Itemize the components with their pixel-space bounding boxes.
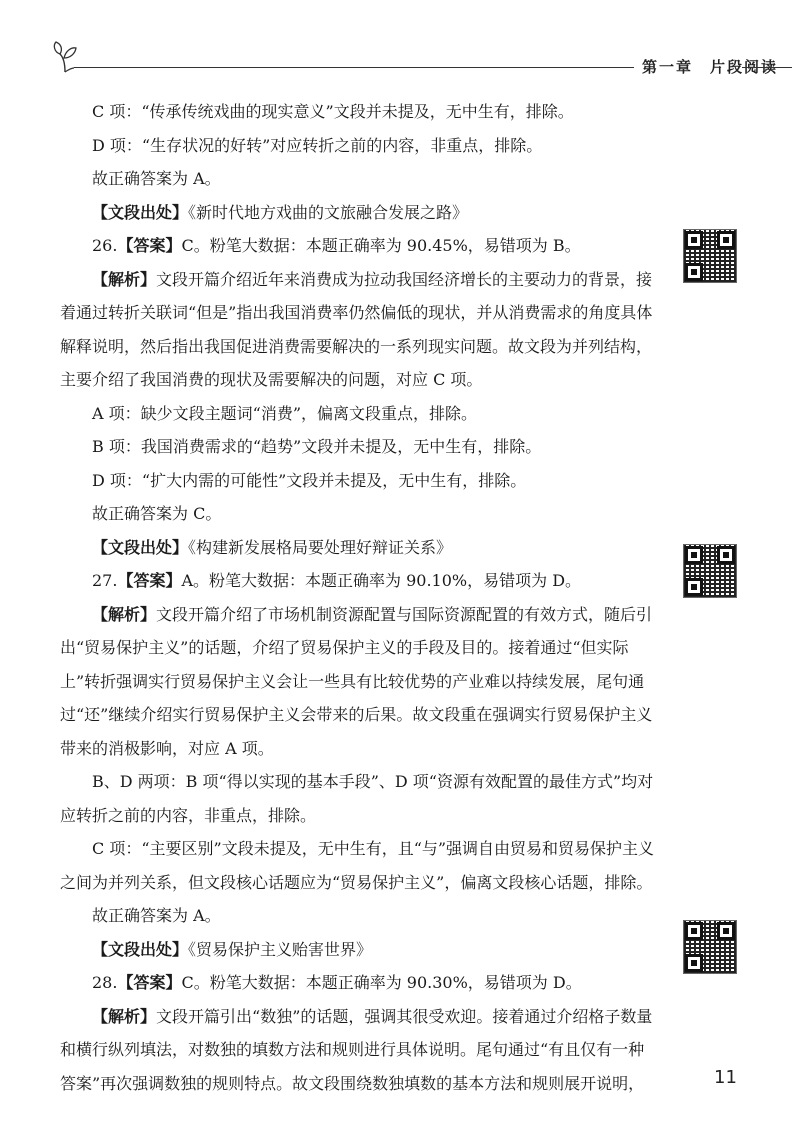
answer-line-26 bbox=[60, 229, 660, 263]
paragraph: A 项：缺少文段主题词“消费”，偏离文段重点，排除。 bbox=[92, 403, 478, 423]
paragraph: C 项：“主要区别”文段未提及，无中生有，且“与”强调自由贸易和贸易保护主义之间为并列关系，但文段核心话题应为“贸易保护主义”，偏离文段核心话题，排除。 bbox=[60, 839, 655, 892]
answer-label: 【答案】 bbox=[117, 236, 182, 255]
analysis-text: 文段开篇介绍了市场机制资源配置与国际资源配置的有效方式，随后引出“贸易保护主义”的话题，介绍了贸易保护主义的手段及目的。接着通过“但实际上”转折强调实行贸易保护主义会让一些具有比较优势的产业难以持续发展，尾句通过“还”继续介绍实行贸易保护主义会带来的后果。故文段重在强调实行贸易保护主义带来的消极影响，对应 A 项。 bbox=[60, 604, 653, 758]
source-title: 《构建新发展格局要处理好辩证关系》 bbox=[188, 537, 453, 557]
paragraph: B、D 两项：B 项“得以实现的基本手段”、D 项“资源有效配置的最佳方式”均对应转折之前的内容，非重点，排除。 bbox=[60, 772, 654, 825]
qr-code-icon[interactable] bbox=[683, 544, 737, 598]
answer-line-27 bbox=[60, 564, 660, 598]
source-label: 【文段出处】 bbox=[92, 939, 189, 959]
leaf-icon bbox=[52, 40, 78, 74]
source-title: 《贸易保护主义贻害世界》 bbox=[188, 939, 373, 959]
paragraph: 故正确答案为 C。 bbox=[92, 504, 222, 523]
answer-label: 【答案】 bbox=[117, 973, 182, 992]
page-number: 11 bbox=[714, 1067, 737, 1088]
analysis-paragraph bbox=[60, 598, 660, 766]
qr-code-icon[interactable] bbox=[683, 920, 737, 974]
paragraph: 故正确答案为 A。 bbox=[92, 169, 221, 188]
header-rule bbox=[74, 67, 634, 68]
paragraph: D 项：“生存状况的好转”对应转折之前的内容，非重点，排除。 bbox=[92, 135, 543, 155]
paragraph: C 项：“传承传统戏曲的现实意义”文段并未提及，无中生有，排除。 bbox=[92, 102, 574, 121]
paragraph: D 项：“扩大内需的可能性”文段并未提及，无中生有，排除。 bbox=[92, 470, 527, 490]
source-line bbox=[60, 196, 660, 230]
paragraph: B 项：我国消费需求的“趋势”文段并未提及，无中生有，排除。 bbox=[92, 437, 542, 456]
qr-code-icon[interactable] bbox=[683, 229, 737, 283]
answer-text: C。粉笔大数据：本题正确率为 90.45%，易错项为 B。 bbox=[181, 236, 581, 255]
question-number: 26. bbox=[92, 236, 118, 255]
paragraph: 故正确答案为 A。 bbox=[92, 906, 221, 925]
analysis-label: 【解析】 bbox=[92, 1006, 157, 1026]
analysis-label: 【解析】 bbox=[92, 604, 157, 624]
source-title: 《新时代地方戏曲的文旅融合发展之路》 bbox=[188, 202, 469, 222]
question-number: 28. bbox=[92, 973, 118, 992]
answer-line-28 bbox=[60, 966, 660, 1000]
page-header bbox=[52, 40, 792, 80]
page-body bbox=[60, 95, 660, 1100]
analysis-label: 【解析】 bbox=[92, 269, 157, 289]
analysis-paragraph bbox=[60, 263, 660, 397]
chapter-title: 第一章 片段阅读 bbox=[642, 58, 779, 76]
source-label: 【文段出处】 bbox=[92, 537, 189, 557]
analysis-text: 文段开篇引出“数独”的话题，强调其很受欢迎。接着通过介绍格子数量和横行纵列填法，对数独的填数方法和规则进行具体说明。尾句通过“有且仅有一种答案”再次强调数独的规则特点。故文段围绕数独填数的基本方法和规则展开说明， bbox=[60, 1006, 653, 1093]
source-line bbox=[60, 531, 660, 565]
analysis-text: 文段开篇介绍近年来消费成为拉动我国经济增长的主要动力的背景，接着通过转折关联词“但是”指出我国消费率仍然偏低的现状，并从消费需求的角度具体解释说明，然后指出我国促进消费需要解决的一系列现实问题。故文段为并列结构，主要介绍了我国消费的现状及需要解决的问题，对应 C 项。 bbox=[60, 269, 653, 389]
source-line bbox=[60, 933, 660, 967]
analysis-paragraph bbox=[60, 1000, 660, 1101]
answer-label: 【答案】 bbox=[117, 571, 182, 590]
answer-text: A。粉笔大数据：本题正确率为 90.10%，易错项为 D。 bbox=[181, 571, 582, 590]
header-rule-right bbox=[742, 67, 792, 68]
question-number: 27. bbox=[92, 571, 118, 590]
source-label: 【文段出处】 bbox=[92, 202, 189, 222]
answer-text: C。粉笔大数据：本题正确率为 90.30%，易错项为 D。 bbox=[181, 973, 582, 992]
